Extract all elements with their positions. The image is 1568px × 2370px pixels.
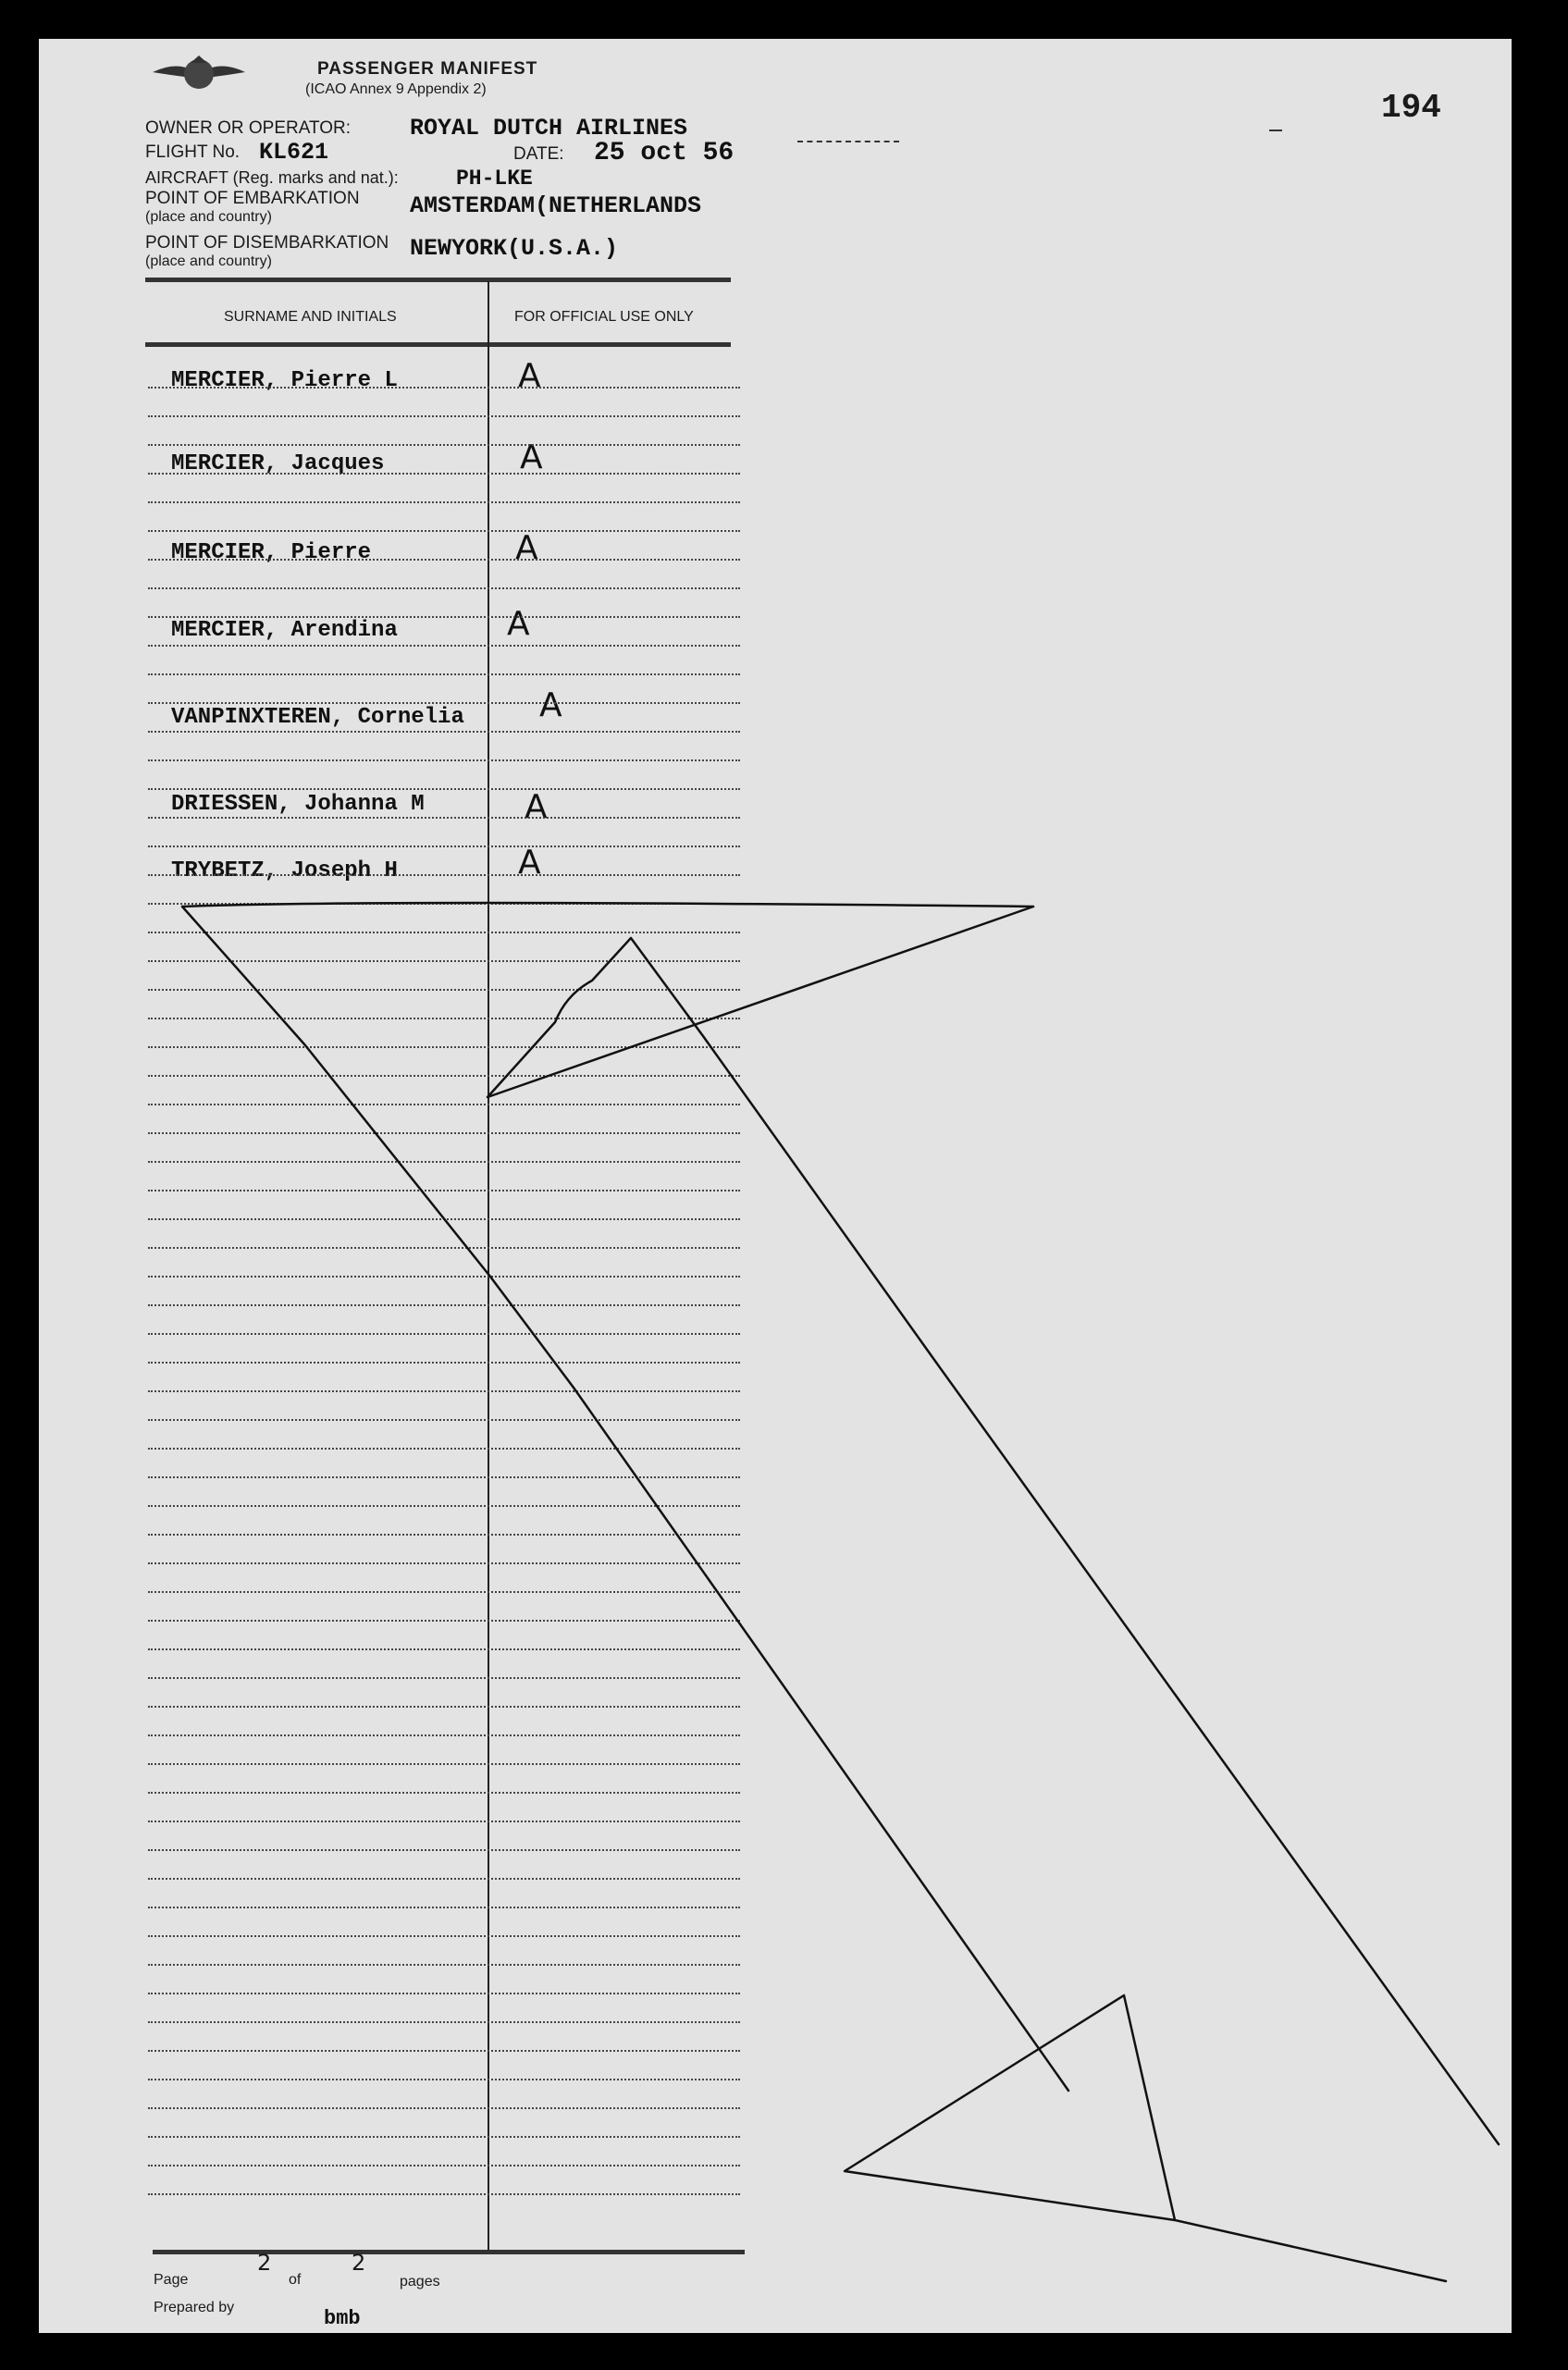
aircraft-value: PH-LKE: [456, 167, 533, 191]
disembark-label: POINT OF DISEMBARKATION: [145, 233, 389, 253]
strike-line: [182, 903, 1033, 907]
passenger-name: MERCIER, Pierre: [171, 540, 372, 565]
column-header-official: FOR OFFICIAL USE ONLY: [514, 309, 694, 325]
official-mark: A: [518, 844, 541, 882]
prepared-label: Prepared by: [154, 2300, 235, 2315]
passenger-name: DRIESSEN, Johanna M: [171, 792, 425, 817]
pages-label: pages: [400, 2274, 440, 2290]
manifest-title: PASSENGER MANIFEST: [317, 59, 538, 79]
official-mark: A: [520, 438, 543, 476]
date-label: DATE:: [513, 144, 564, 164]
flight-label: FLIGHT No.: [145, 142, 241, 162]
passenger-name: TRYBETZ, Joseph H: [171, 858, 398, 883]
embark-label: POINT OF EMBARKATION: [145, 189, 360, 208]
aircraft-label: AIRCRAFT (Reg. marks and nat.):: [145, 168, 399, 187]
official-mark: A: [525, 788, 548, 826]
embark-value: AMSTERDAM(NETHERLANDS: [410, 192, 702, 219]
page-label: Page: [154, 2272, 189, 2288]
passenger-name: VANPINXTEREN, Cornelia: [171, 705, 464, 730]
official-mark: A: [518, 357, 541, 395]
of-label: of: [289, 2272, 302, 2288]
flight-value: KL621: [259, 139, 329, 166]
passenger-name: MERCIER, Jacques: [171, 451, 385, 476]
triangle-stroke: [488, 907, 1499, 2144]
prepared-value: bmb: [324, 2307, 361, 2330]
page-value: 2: [257, 2250, 272, 2276]
disembark-value: NEWYORK(U.S.A.): [410, 235, 619, 262]
manifest-subtitle: (ICAO Annex 9 Appendix 2): [305, 81, 487, 97]
embark-sub: (place and country): [145, 209, 272, 225]
owner-label: OWNER OR OPERATOR:: [145, 118, 352, 138]
official-mark: A: [507, 605, 530, 643]
of-value: 2: [352, 2250, 366, 2276]
disembark-sub: (place and country): [145, 253, 272, 269]
bottom-triangle: [845, 1995, 1446, 2281]
owner-value: ROYAL DUTCH AIRLINES: [410, 115, 688, 142]
passenger-name: MERCIER, Arendina: [171, 618, 398, 643]
date-value: 25 oct 56: [594, 139, 735, 167]
official-mark: A: [539, 686, 562, 724]
passenger-name: MERCIER, Pierre L: [171, 368, 398, 393]
diagonal-stroke: [182, 907, 1068, 2091]
column-header-surname: SURNAME AND INITIALS: [224, 309, 397, 325]
page-number: 194: [1381, 89, 1441, 127]
official-mark: A: [515, 529, 538, 567]
